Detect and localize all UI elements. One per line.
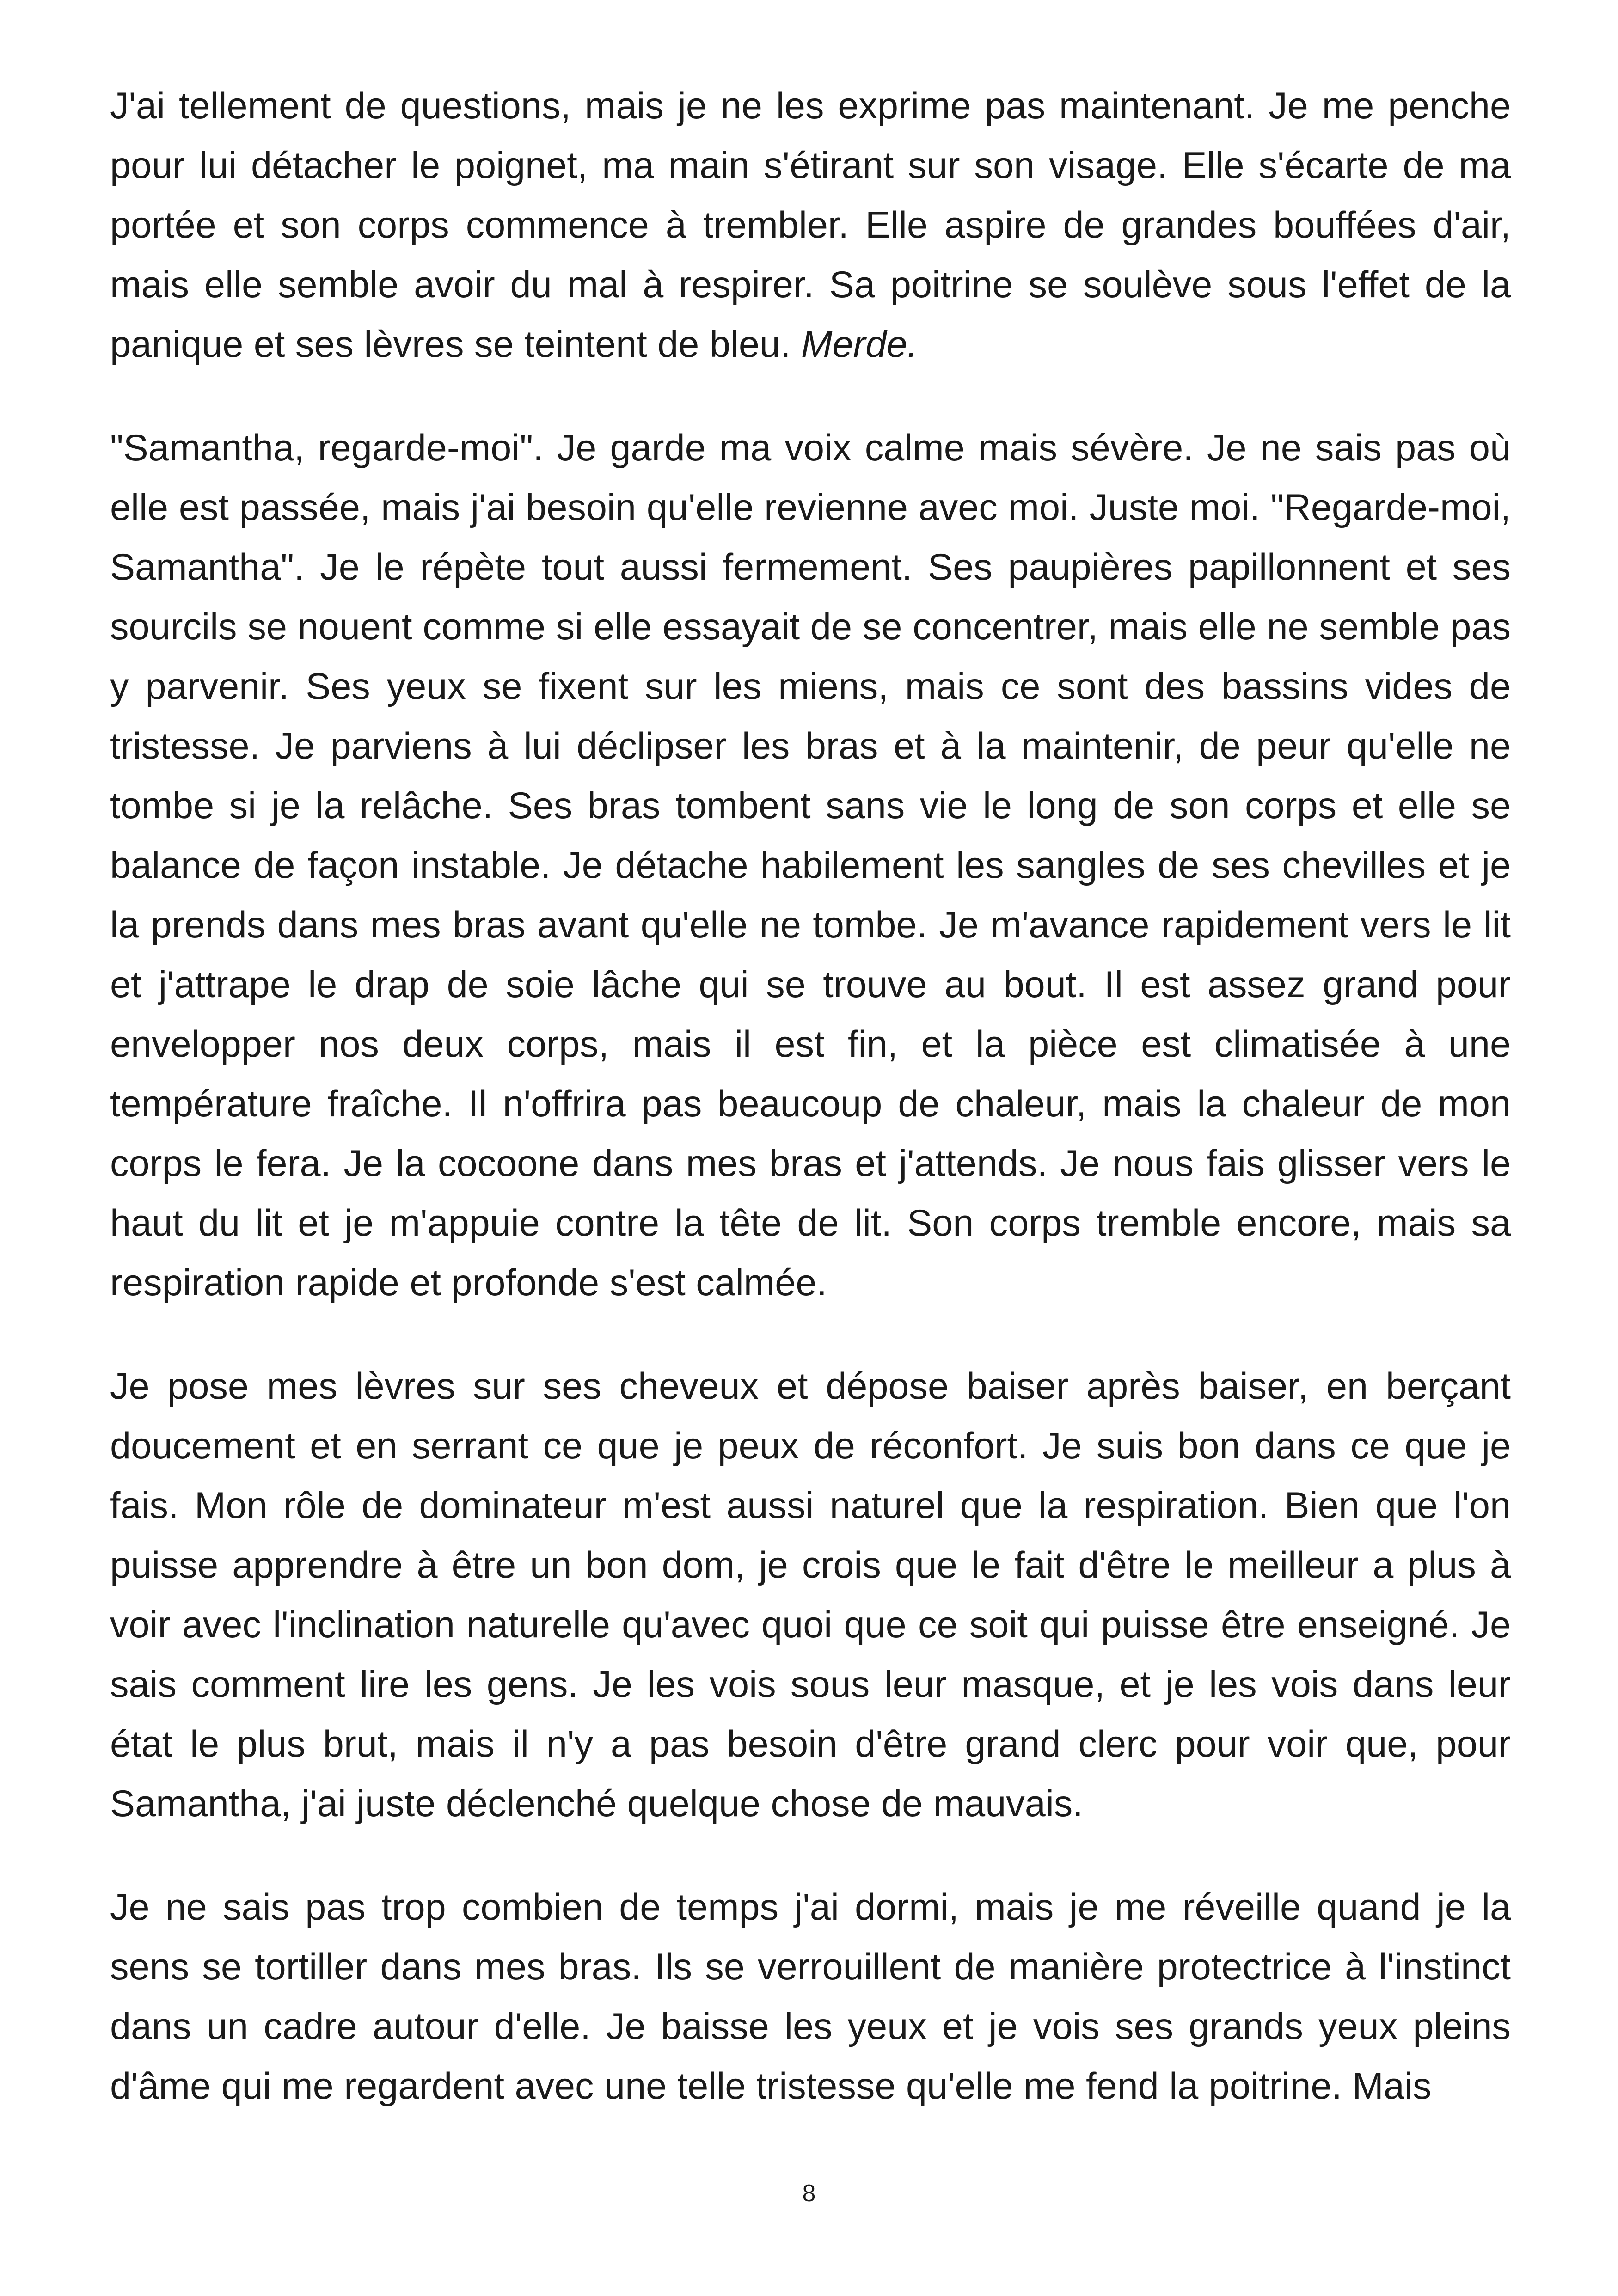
page-number: 8 xyxy=(802,2180,816,2207)
paragraph-3: Je pose mes lèvres sur ses cheveux et dépose baiser après baiser, en berçant doucement et en serrant ce que je peux de réconfort. Je suis bon dans ce que je fais. Mon rôle de dominateur m'est aussi naturel que la respiration. Bien que l'on puisse apprendre à être un bon dom, je crois que le fait d'être le meilleur a plus à voir avec l'inclination naturelle qu'avec quoi que ce soit qui puisse être enseigné. Je sais comment lire les gens. Je les vois sous leur masque, et je les vois dans leur état le plus brut, mais il n'y a pas besoin d'être grand clerc pour voir que, pour Samantha, j'ai juste déclenché quelque chose de mauvais. xyxy=(110,1365,1511,1825)
paragraph-4: Je ne sais pas trop combien de temps j'ai dormi, mais je me réveille quand je la sens se tortiller dans mes bras. Ils se verrouillent de manière protectrice à l'instinct dans un cadre autour d'elle. Je baisse les yeux et je vois ses grands yeux pleins d'âme qui me regardent avec une telle tristesse qu'elle me fend la poitrine. Mais xyxy=(110,1886,1511,2107)
paragraph-1-italic: Merde. xyxy=(801,324,918,365)
body-text xyxy=(110,76,1511,2116)
paragraph-2: "Samantha, regarde-moi". Je garde ma voix calme mais sévère. Je ne sais pas où elle est passée, mais j'ai besoin qu'elle revienne avec moi. Juste moi. "Regarde-moi, Samantha". Je le répète tout aussi fermement. Ses paupières papillonnent et ses sourcils se nouent comme si elle essayait de se concentrer, mais elle ne semble pas y parvenir. Ses yeux se fixent sur les miens, mais ce sont des bassins vides de tristesse. Je parviens à lui déclipser les bras et à la maintenir, de peur qu'elle ne tombe si je la relâche. Ses bras tombent sans vie le long de son corps et elle se balance de façon instable. Je détache habilement les sangles de ses chevilles et je la prends dans mes bras avant qu'elle ne tombe. Je m'avance rapidement vers le lit et j'attrape le drap de soie lâche qui se trouve au bout. Il est assez grand pour envelopper nos deux corps, mais il est fin, et la pièce est climatisée à une température fraîche. Il n'offrira pas beaucoup de chaleur, mais la chaleur de mon corps le fera. Je la cocoone dans mes bras et j'attends. Je nous fais glisser vers le haut du lit et je m'appuie contre la tête de lit. Son corps tremble encore, mais sa respiration rapide et profonde s'est calmée. xyxy=(110,427,1511,1304)
paragraph-1 xyxy=(110,76,1511,374)
paragraph-1-text: J'ai tellement de questions, mais je ne les exprime pas maintenant. Je me penche pour lui détacher le poignet, ma main s'étirant sur son visage. Elle s'écarte de ma portée et son corps commence à trembler. Elle aspire de grandes bouffées d'air, mais elle semble avoir du mal à respirer. Sa poitrine se soulève sous l'effet de la panique et ses lèvres se teintent de bleu. xyxy=(110,85,1511,365)
